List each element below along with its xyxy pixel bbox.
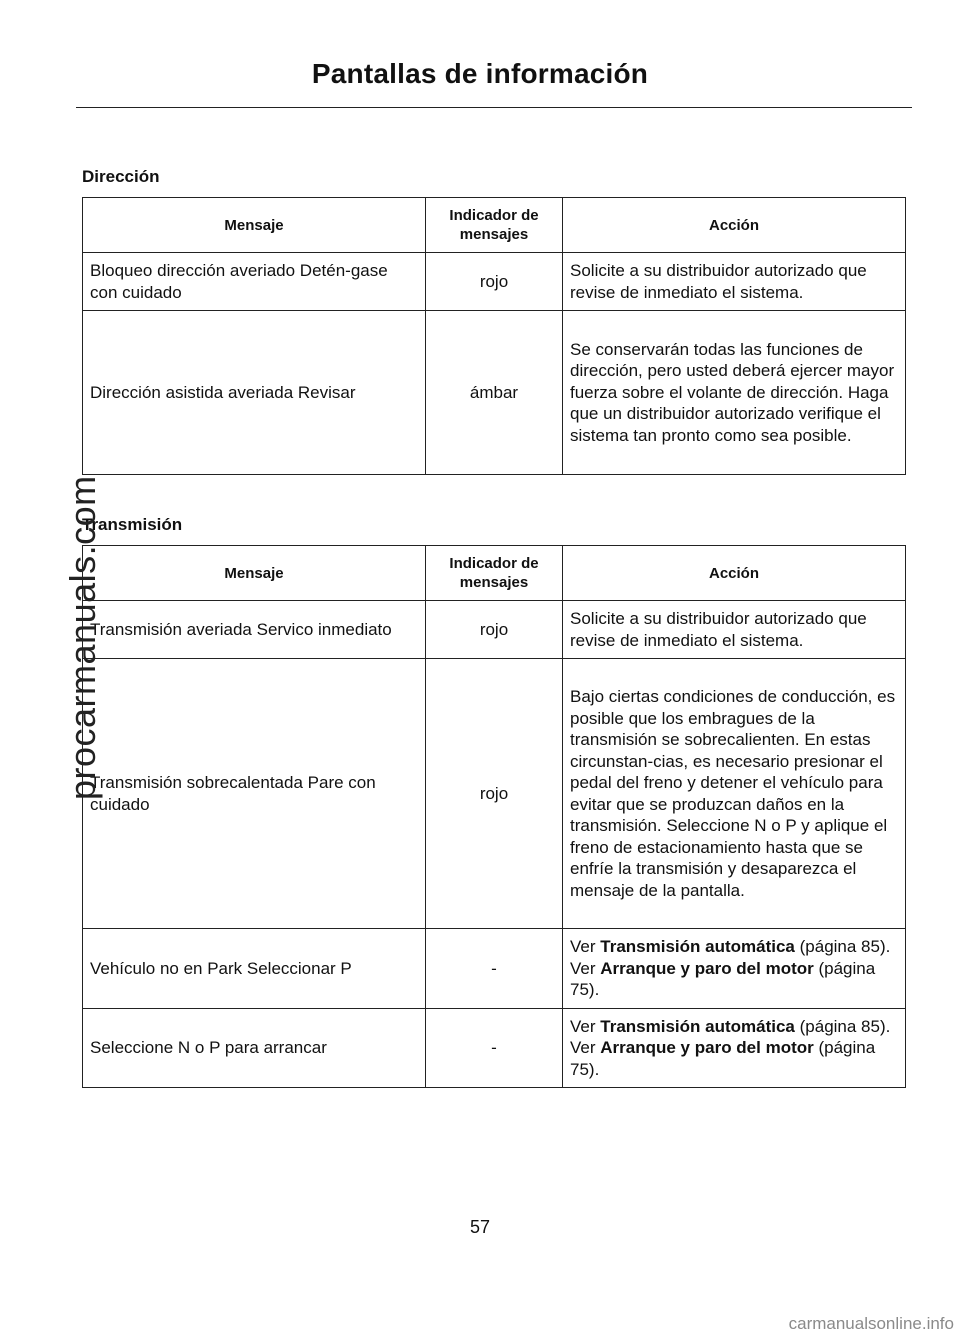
page-ref: (página 85). <box>799 1016 891 1036</box>
column-header-accion: Acción <box>563 546 906 601</box>
message-cell: Seleccione N o P para arrancar <box>83 1008 426 1088</box>
message-cell: Bloqueo dirección averiado Detén-gase con cuidado <box>83 253 426 311</box>
table-transmision <box>82 545 906 1088</box>
side-watermark: procarmanuals.com <box>62 475 103 800</box>
column-header-indicador: Indicador de mensajes <box>426 198 563 253</box>
column-header-indicador: Indicador de mensajes <box>426 546 563 601</box>
action-cell: Solicite a su distribuidor autorizado que revise de inmediato el sistema. <box>563 253 906 311</box>
table-header-row <box>83 546 906 601</box>
message-cell: Vehículo no en Park Seleccionar P <box>83 929 426 1009</box>
ver-text: Ver <box>570 1038 596 1057</box>
table-row <box>83 601 906 659</box>
action-cell: Bajo ciertas condiciones de conducción, es posible que los embragues de la transmisión se sobrecalienten. En estas circunstan-cias, es necesario presionar el pedal del freno y detener el vehículo para evitar que se produzcan daños en la transmisión. Seleccione N o P y aplique el freno de estacionamiento hasta que se enfríe la transmisión y desaparezca el mensaje de la pantalla. <box>563 659 906 929</box>
page-number: 57 <box>469 1217 491 1237</box>
cross-reference-link[interactable]: Arranque y paro del motor <box>600 1038 814 1057</box>
ver-text: Ver <box>570 958 596 978</box>
action-cell <box>563 929 906 1009</box>
table-row <box>83 1008 906 1088</box>
action-cell: Se conservarán todas las funciones de dirección, pero usted deberá ejercer mayor fuerza sobre el volante de dirección. Haga que un distribuidor autorizado verifique el sistema tan pronto como sea posible. <box>563 311 906 475</box>
action-cell <box>563 1008 906 1088</box>
cross-reference-link[interactable]: Arranque y paro del motor <box>600 958 814 978</box>
indicator-cell: rojo <box>426 601 563 659</box>
cross-reference-link[interactable]: Transmisión automática <box>600 1016 795 1036</box>
title-divider <box>76 107 912 108</box>
page-ref: (página 75). <box>570 1038 876 1079</box>
indicator-cell: ámbar <box>426 311 563 475</box>
column-header-mensaje: Mensaje <box>83 546 426 601</box>
action-cell: Solicite a su distribuidor autorizado que revise de inmediato el sistema. <box>563 601 906 659</box>
ver-text: Ver <box>570 1016 596 1036</box>
table-header-row <box>83 198 906 253</box>
column-header-mensaje: Mensaje <box>83 198 426 253</box>
table-row <box>83 253 906 311</box>
page-title: Pantallas de información <box>311 58 649 89</box>
column-header-accion: Acción <box>563 198 906 253</box>
indicator-cell: - <box>426 1008 563 1088</box>
footer-watermark: carmanualsonline.info <box>788 1314 954 1333</box>
indicator-cell: rojo <box>426 253 563 311</box>
indicator-cell: rojo <box>426 659 563 929</box>
table-row <box>83 311 906 475</box>
page-ref: (página 85). <box>799 937 891 956</box>
section-title-transmision: Transmisión <box>82 515 183 534</box>
message-cell: Transmisión sobrecalentada Pare con cuidado <box>83 659 426 929</box>
table-row <box>83 659 906 929</box>
ver-text: Ver <box>570 937 596 956</box>
indicator-cell: - <box>426 929 563 1009</box>
message-cell: Transmisión averiada Servico inmediato <box>83 601 426 659</box>
table-row <box>83 929 906 1009</box>
message-cell: Dirección asistida averiada Revisar <box>83 311 426 475</box>
table-direccion <box>82 197 906 475</box>
section-title-direccion: Dirección <box>82 167 160 186</box>
page-ref: (página 75). <box>570 958 876 999</box>
cross-reference-link[interactable]: Transmisión automática <box>600 937 795 956</box>
